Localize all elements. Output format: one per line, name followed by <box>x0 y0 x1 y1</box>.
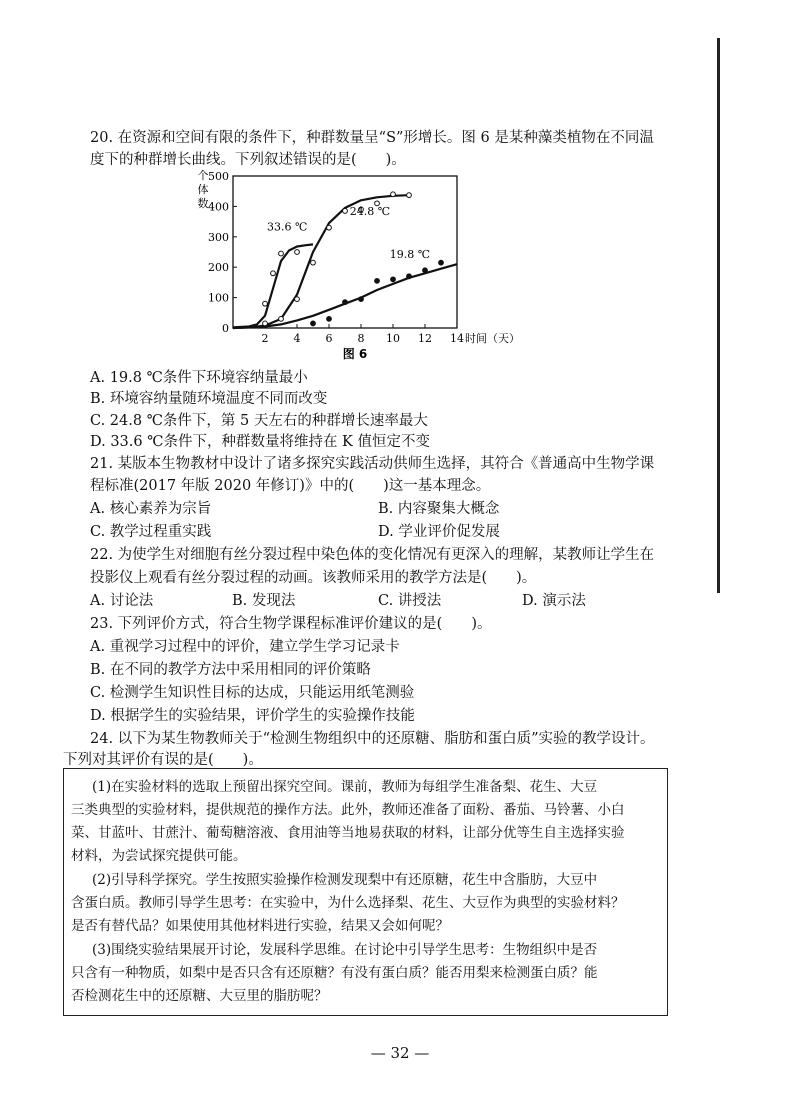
q20-option-d: D. 33.6 ℃条件下，种群数量将维持在 K 值恒定不变 <box>90 434 430 450</box>
data-point <box>311 260 316 265</box>
data-point <box>439 260 444 265</box>
data-point <box>359 297 364 302</box>
y-axis-label-char: 体 <box>197 183 209 196</box>
x-tick-label: 12 <box>418 332 432 345</box>
y-tick-label: 300 <box>208 230 229 244</box>
y-tick-label: 0 <box>222 322 229 335</box>
data-point <box>279 251 284 256</box>
data-point <box>391 277 396 282</box>
data-point <box>279 316 284 321</box>
data-point <box>327 225 332 230</box>
q22-option-d: D. 演示法 <box>522 593 586 609</box>
q21-option-c: C. 教学过程重实践 <box>90 524 212 540</box>
q22-stem-line1: 22. 为使学生对细胞有丝分裂过程中染色体的变化情况有更深入的理解，某教师让学生在 <box>90 547 655 563</box>
q20-option-c: C. 24.8 ℃条件下，第 5 天左右的种群增长速率最大 <box>90 413 428 429</box>
box-line: 含蛋白质。教师引导学生思考：在实验中，为什么选择梨、花生、大豆作为典型的实验材料？ <box>71 895 625 911</box>
y-tick-label: 100 <box>208 291 229 305</box>
page-number: — 32 — <box>370 1044 430 1062</box>
series-label: 33.6 ℃ <box>267 220 308 234</box>
chart-title: 图 6 <box>342 347 368 361</box>
x-tick-label: 10 <box>386 332 400 345</box>
x-axis-label: 时间（天） <box>465 332 520 345</box>
q23-option-c: C. 检测学生知识性目标的达成，只能运用纸笔测验 <box>90 685 415 701</box>
q20-option-a: A. 19.8 ℃条件下环境容纳量最小 <box>90 370 308 386</box>
q20-stem-line1: 20. 在资源和空间有限的条件下，种群数量呈“S”形增长。图 6 是某种藻类植物在不同温 <box>90 130 654 146</box>
population-growth-chart <box>195 168 535 362</box>
box-line: 否检测花生中的还原糖、大豆里的脂肪呢？ <box>71 988 328 1004</box>
data-point <box>343 300 348 305</box>
q23-option-d: D. 根据学生的实验结果，评价学生的实验操作技能 <box>90 708 415 724</box>
box-line: 材料，为尝试探究提供可能。 <box>71 848 247 864</box>
box-line: (1)在实验材料的选取上预留出探究空间。课前，教师为每组学生准备梨、花生、大豆 <box>92 779 598 795</box>
q22-option-a: A. 讨论法 <box>90 593 154 609</box>
q23-option-a: A. 重视学习过程中的评价，建立学生学习记录卡 <box>90 639 400 655</box>
box-line: 三类典型的实验材料，提供规范的操作方法。此外，教师还准备了面粉、番茄、马铃薯、小白 <box>71 802 625 818</box>
data-point <box>375 278 380 283</box>
data-point <box>407 274 412 279</box>
box-line: (3)围绕实验结果展开讨论，发展科学思维。在讨论中引导学生思考：生物组织中是否 <box>92 942 598 958</box>
data-point <box>263 301 268 306</box>
x-tick-label: 6 <box>325 332 333 345</box>
data-point <box>423 268 428 273</box>
q22-option-c: C. 讲授法 <box>378 593 442 609</box>
data-point <box>327 316 332 321</box>
q23-option-b: B. 在不同的教学方法中采用相同的评价策略 <box>90 662 371 678</box>
teaching-design-box <box>63 768 668 1016</box>
box-line: 菜、甘蓝叶、甘蔗汁、葡萄糖溶液、食用油等当地易获取的材料，让部分优等生自主选择实验 <box>71 825 625 841</box>
series-label: 24.8 ℃ <box>349 204 391 218</box>
q20-stem-line2: 度下的种群增长曲线。下列叙述错误的是( )。 <box>90 152 406 168</box>
x-tick-label: 14 <box>450 332 464 345</box>
q22-stem-line2: 投影仪上观看有丝分裂过程的动画。该教师采用的教学方法是( )。 <box>90 570 537 586</box>
box-line: 是否有替代品？如果使用其他材料进行实验，结果又会如何呢？ <box>71 918 449 934</box>
q21-stem-line2: 程标准(2017 年版 2020 年修订)》中的( )这一基本理念。 <box>90 478 491 494</box>
box-line: 只含有一种物质，如梨中是否只含有还原糖？有没有蛋白质？能否用梨来检测蛋白质？能 <box>71 965 598 981</box>
data-point <box>391 192 396 197</box>
x-tick-label: 8 <box>357 332 365 345</box>
y-tick-label: 200 <box>208 261 229 275</box>
x-tick-label: 4 <box>293 332 301 345</box>
data-point <box>263 321 268 326</box>
y-tick-label: 500 <box>208 170 229 183</box>
data-point <box>407 193 412 198</box>
q21-stem-line1: 21. 某版本生物教材中设计了诸多探究实践活动供师生选择，其符合《普通高中生物学课 <box>90 456 655 472</box>
q22-option-b: B. 发现法 <box>232 593 296 609</box>
q20-option-b: B. 环境容纳量随环境温度不同而改变 <box>90 391 328 407</box>
y-axis-label-char: 个 <box>197 169 209 182</box>
scan-margin-line <box>717 38 720 593</box>
series-curve <box>233 264 457 328</box>
q21-option-a: A. 核心素养为宗旨 <box>90 501 212 517</box>
series-label: 19.8 ℃ <box>389 248 431 262</box>
q21-option-b: B. 内容聚集大概念 <box>378 501 500 517</box>
data-point <box>271 271 276 276</box>
data-point <box>295 250 300 255</box>
data-point <box>311 321 316 326</box>
data-point <box>295 297 300 302</box>
y-axis-label-char: 数 <box>197 197 209 210</box>
data-point <box>343 209 348 214</box>
x-tick-label: 2 <box>261 332 269 345</box>
y-tick-label: 400 <box>208 200 229 214</box>
q21-option-d: D. 学业评价促发展 <box>378 524 500 540</box>
q24-stem-line2: 下列对其评价有误的是( )。 <box>63 752 263 768</box>
q23-stem: 23. 下列评价方式，符合生物学课程标准评价建议的是( )。 <box>90 616 492 632</box>
q24-stem-line1: 24. 以下为某生物教师关于“检测生物组织中的还原糖、脂肪和蛋白质”实验的教学设计。 <box>90 731 655 747</box>
box-line: (2)引导科学探究。学生按照实验操作检测发现梨中有还原糖，花生中含脂肪，大豆中 <box>92 872 598 888</box>
